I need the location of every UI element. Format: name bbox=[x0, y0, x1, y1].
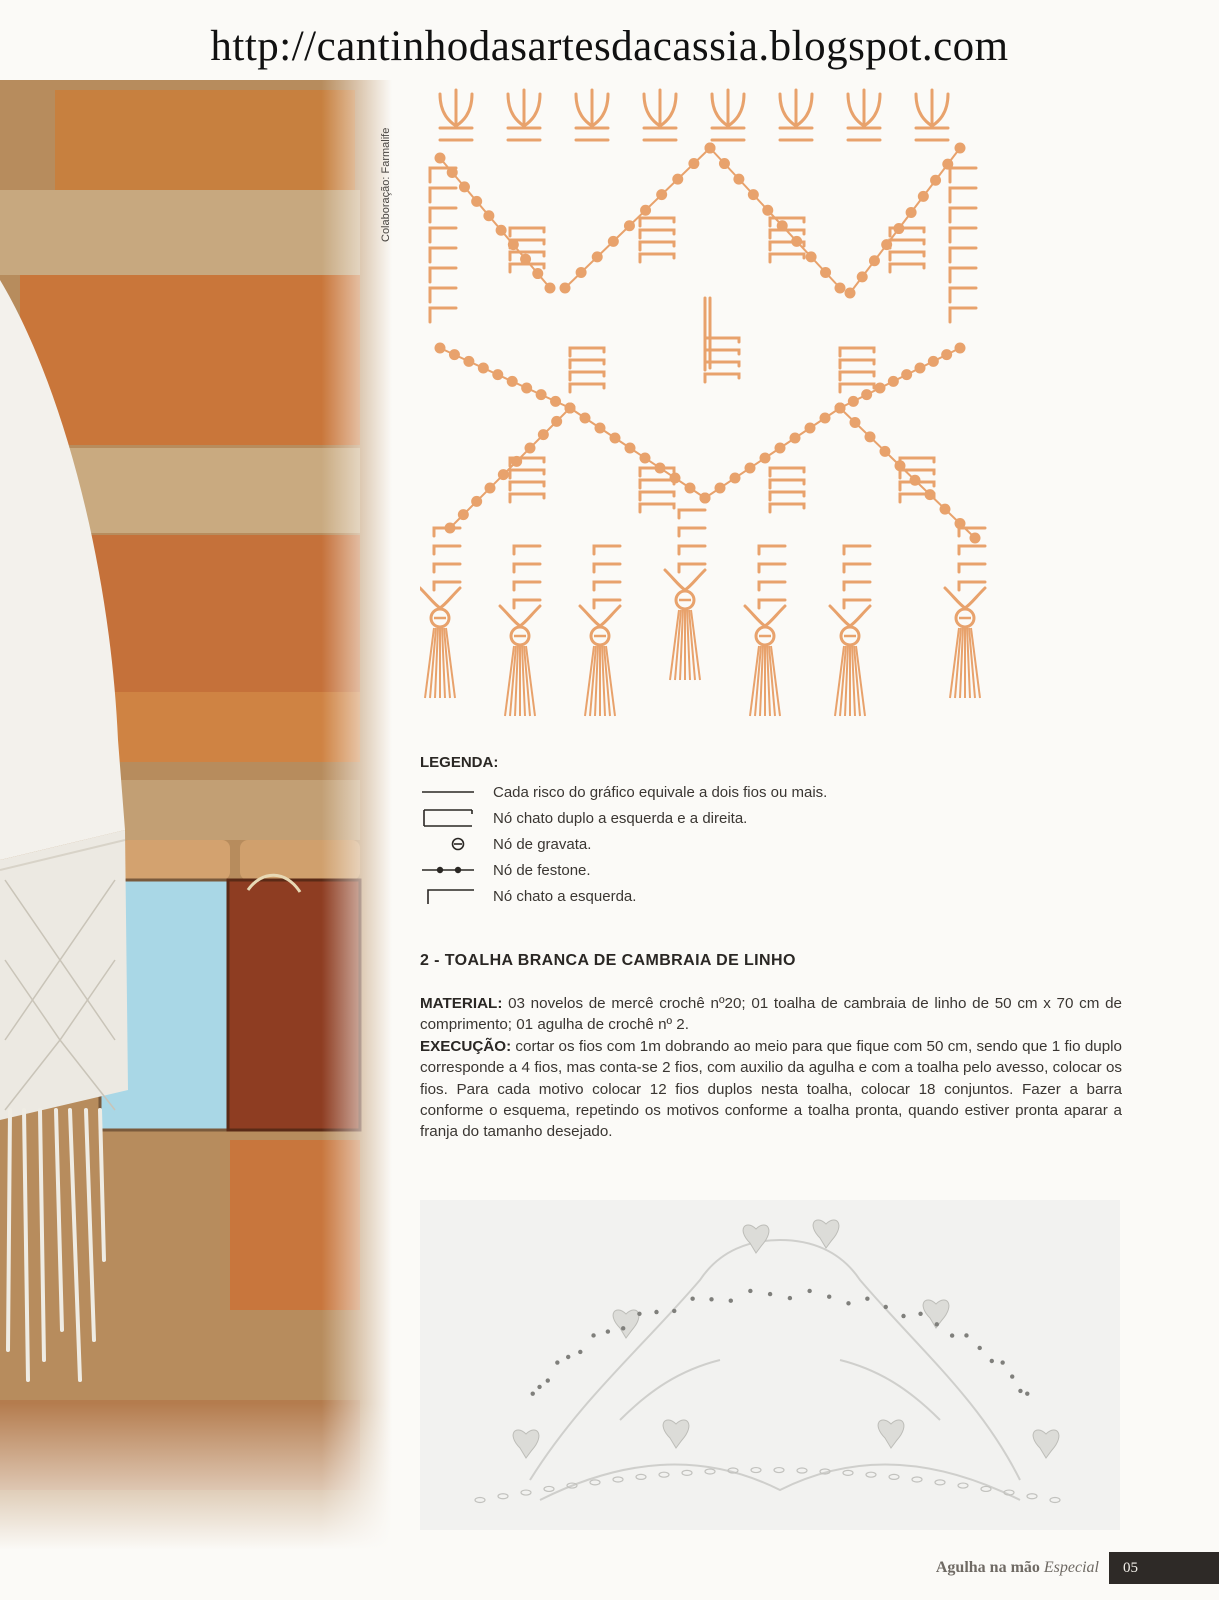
festoon-knot bbox=[459, 181, 470, 192]
eyelet-dot bbox=[578, 1350, 582, 1354]
festoon-knot bbox=[880, 446, 891, 457]
festoon-knot bbox=[625, 443, 636, 454]
double-knot bbox=[770, 254, 804, 262]
left-knot bbox=[759, 600, 785, 608]
festoon-knot bbox=[888, 376, 899, 387]
left-knot bbox=[950, 288, 976, 302]
left-knot bbox=[950, 308, 976, 322]
double-knot bbox=[576, 128, 608, 140]
eyelet-dot bbox=[672, 1309, 676, 1313]
double-knot bbox=[510, 494, 544, 502]
eyelet-dot bbox=[807, 1289, 811, 1293]
double-knot bbox=[570, 348, 604, 356]
double-knot bbox=[440, 128, 472, 140]
page-number: 05 bbox=[1109, 1552, 1219, 1584]
left-knot bbox=[594, 564, 620, 572]
left-knot bbox=[430, 228, 456, 242]
magazine-name-main: Agulha na mão bbox=[935, 1559, 1044, 1576]
legend-item bbox=[420, 883, 1120, 909]
double-knot bbox=[890, 252, 924, 260]
eyelet-dot bbox=[865, 1297, 869, 1301]
festoon-knot bbox=[942, 159, 953, 170]
festoon-knot bbox=[545, 283, 556, 294]
festoon-knot bbox=[595, 423, 606, 434]
double-knot bbox=[890, 240, 924, 248]
left-knot bbox=[759, 564, 785, 572]
double-knot bbox=[570, 372, 604, 380]
left-knot bbox=[844, 582, 870, 590]
legend-text: Nó chato a esquerda. bbox=[493, 887, 637, 905]
left-knot bbox=[430, 268, 456, 282]
left-knot bbox=[430, 188, 456, 202]
festoon-knot bbox=[848, 396, 859, 407]
section-title: 2 - TOALHA BRANCA DE CAMBRAIA DE LINHO bbox=[420, 952, 796, 969]
left-knot bbox=[430, 308, 456, 322]
festoon-line bbox=[570, 408, 705, 498]
festoon-line bbox=[840, 408, 975, 538]
festoon-knot bbox=[685, 483, 696, 494]
embroidered-linen-photo bbox=[420, 1200, 1120, 1530]
left-knot bbox=[959, 546, 985, 554]
eyelet-dot bbox=[964, 1333, 968, 1337]
legend-item bbox=[420, 779, 1120, 805]
cord-loop bbox=[420, 588, 460, 608]
execution-text: cortar os fios com 1m dobrando ao meio para que fique com 50 cm, sendo que 1 fio duplo corresponde a 4 fios, mas conta-se 2 fios, com auxilio da agulha e com a toalha pelo avesso, colocar os fios. Para cada motivo colocar 12 fios duplos nesta toalha, colocar 18 conjuntos. Fazer a barra conforme o esquema, repetindo os motivos conforme a toalha pronta, quando estiver pronta aparar a franja do tamanho desejado. bbox=[420, 1037, 1122, 1141]
left-knot bbox=[844, 600, 870, 608]
magazine-name-italic: Especial bbox=[1043, 1559, 1099, 1576]
tie-knot-symbol-icon bbox=[420, 834, 476, 854]
eyelet-dot bbox=[654, 1310, 658, 1314]
double-knot bbox=[510, 482, 544, 490]
eyelet-dot bbox=[1025, 1391, 1029, 1395]
legend-text: Nó chato duplo a esquerda e a direita. bbox=[493, 809, 748, 827]
left-knot bbox=[434, 582, 460, 590]
double-knot bbox=[840, 348, 874, 356]
material-label: MATERIAL: bbox=[420, 995, 503, 1012]
festoon-knot bbox=[806, 251, 817, 262]
festoon-knot bbox=[790, 433, 801, 444]
legend bbox=[420, 754, 1120, 909]
eyelet-dot bbox=[1018, 1389, 1022, 1393]
left-knot bbox=[759, 582, 785, 590]
festoon-line bbox=[850, 148, 960, 293]
festoon-knot bbox=[700, 493, 711, 504]
festoon-knot bbox=[435, 343, 446, 354]
festoon-knot bbox=[463, 356, 474, 367]
festoon-knot bbox=[496, 225, 507, 236]
festoon-knot-symbol-icon bbox=[420, 860, 476, 880]
festoon-knot bbox=[485, 483, 496, 494]
double-knot bbox=[640, 230, 674, 238]
festoon-knot bbox=[730, 473, 741, 484]
double-knot bbox=[916, 128, 948, 140]
left-knot bbox=[950, 248, 976, 262]
eyelet-dot bbox=[978, 1346, 982, 1350]
festoon-knot bbox=[447, 167, 458, 178]
blog-url: http://cantinhodasartesdacassia.blogspot.com bbox=[210, 23, 1009, 70]
left-knot bbox=[594, 546, 620, 554]
festoon-line bbox=[440, 348, 570, 408]
festoon-knot bbox=[906, 207, 917, 218]
left-knot bbox=[759, 546, 785, 554]
festoon-knot bbox=[688, 158, 699, 169]
left-knot bbox=[514, 600, 540, 608]
eyelet-dot bbox=[591, 1333, 595, 1337]
eyelet-dot bbox=[935, 1322, 939, 1326]
left-knot bbox=[679, 546, 705, 554]
cord-loop bbox=[945, 588, 985, 608]
festoon-knot bbox=[525, 443, 536, 454]
cord-loop bbox=[580, 606, 620, 626]
festoon-knot bbox=[941, 349, 952, 360]
festoon-knot bbox=[875, 383, 886, 394]
festoon-knot bbox=[820, 413, 831, 424]
magazine-name bbox=[936, 1559, 1099, 1577]
festoon-knot bbox=[640, 453, 651, 464]
left-knot bbox=[430, 248, 456, 262]
festoon-knot bbox=[940, 504, 951, 515]
festoon-knot bbox=[715, 483, 726, 494]
festoon-knot bbox=[745, 463, 756, 474]
left-knot bbox=[950, 168, 976, 182]
eyelet-dot bbox=[901, 1314, 905, 1318]
double-knot bbox=[644, 128, 676, 140]
festoon-knot bbox=[857, 271, 868, 282]
double-knot bbox=[570, 360, 604, 368]
double-knot bbox=[640, 480, 674, 488]
festoon-knot bbox=[608, 236, 619, 247]
left-knot bbox=[434, 546, 460, 554]
eyelet-dot bbox=[950, 1333, 954, 1337]
eyelet-dot bbox=[621, 1326, 625, 1330]
legend-item bbox=[420, 831, 1120, 857]
left-knot bbox=[679, 510, 705, 518]
festoon-knot bbox=[861, 389, 872, 400]
festoon-knot bbox=[449, 349, 460, 360]
festoon-knot bbox=[869, 255, 880, 266]
left-knot bbox=[950, 208, 976, 222]
festoon-knot bbox=[565, 403, 576, 414]
double-knot bbox=[570, 384, 604, 392]
left-knot bbox=[434, 564, 460, 572]
double-knot bbox=[770, 468, 804, 476]
legend-text: Nó de festone. bbox=[493, 861, 591, 879]
double-knot bbox=[770, 480, 804, 488]
cord-loop bbox=[500, 606, 540, 626]
eyelet-dot bbox=[846, 1301, 850, 1305]
instructions bbox=[420, 993, 1122, 1143]
eyelet-dot bbox=[918, 1312, 922, 1316]
festoon-knot bbox=[955, 143, 966, 154]
legend-text: Nó de gravata. bbox=[493, 835, 592, 853]
left-knot bbox=[950, 268, 976, 282]
macrame-pattern-diagram bbox=[420, 88, 1000, 728]
festoon-knot bbox=[492, 369, 503, 380]
festoon-knot bbox=[576, 267, 587, 278]
double-knot bbox=[840, 372, 874, 380]
execution-label: EXECUÇÃO: bbox=[420, 1037, 512, 1055]
cord-loop bbox=[745, 606, 785, 626]
festoon-knot bbox=[498, 469, 509, 480]
festoon-knot bbox=[835, 403, 846, 414]
festoon-knot bbox=[775, 443, 786, 454]
towel-photo bbox=[0, 80, 392, 1550]
festoon-knot bbox=[656, 189, 667, 200]
festoon-knot bbox=[672, 174, 683, 185]
festoon-knot bbox=[918, 191, 929, 202]
left-knot bbox=[430, 288, 456, 302]
eyelet-dot bbox=[1010, 1374, 1014, 1378]
eyelet-dot bbox=[709, 1297, 713, 1301]
festoon-knot bbox=[610, 433, 621, 444]
festoon-knot bbox=[532, 268, 543, 279]
left-knot bbox=[844, 564, 870, 572]
festoon-knot bbox=[928, 356, 939, 367]
eyelet-dot bbox=[537, 1385, 541, 1389]
left-knot bbox=[950, 188, 976, 202]
double-knot-symbol-icon bbox=[420, 808, 476, 828]
festoon-knot bbox=[760, 453, 771, 464]
eyelet-dot bbox=[546, 1378, 550, 1382]
double-knot bbox=[640, 242, 674, 250]
linen-background bbox=[420, 1200, 1120, 1530]
left-knot bbox=[514, 564, 540, 572]
festoon-knot bbox=[536, 389, 547, 400]
double-knot bbox=[900, 482, 934, 490]
line-symbol-icon bbox=[420, 782, 476, 802]
double-knot bbox=[640, 218, 674, 226]
festoon-knot bbox=[538, 429, 549, 440]
material-text: 03 novelos de mercê crochê nº20; 01 toalha de cambraia de linho de 50 cm x 70 cm de comprimento; 01 agulha de crochê nº 2. bbox=[420, 995, 1122, 1034]
festoon-knot bbox=[719, 158, 730, 169]
left-knot bbox=[844, 546, 870, 554]
legend-item bbox=[420, 857, 1120, 883]
legend-item bbox=[420, 805, 1120, 831]
double-knot bbox=[508, 128, 540, 140]
festoon-knot bbox=[910, 475, 921, 486]
left-knot bbox=[594, 600, 620, 608]
left-knot-symbol-icon bbox=[420, 886, 476, 906]
eyelet-dot bbox=[1000, 1360, 1004, 1364]
legend-heading: LEGENDA: bbox=[420, 754, 499, 771]
festoon-knot bbox=[748, 189, 759, 200]
festoon-knot bbox=[560, 283, 571, 294]
eyelet-dot bbox=[788, 1296, 792, 1300]
festoon-knot bbox=[435, 153, 446, 164]
festoon-line bbox=[565, 148, 710, 288]
double-knot bbox=[705, 374, 739, 382]
eyelet-dot bbox=[990, 1359, 994, 1363]
double-knot bbox=[640, 254, 674, 262]
festoon-knot bbox=[850, 417, 861, 428]
left-knot bbox=[679, 528, 705, 536]
eyelet-dot bbox=[690, 1297, 694, 1301]
festoon-knot bbox=[820, 267, 831, 278]
double-knot bbox=[640, 492, 674, 500]
festoon-knot bbox=[762, 205, 773, 216]
left-knot bbox=[959, 564, 985, 572]
festoon-knot bbox=[507, 376, 518, 387]
festoon-line bbox=[705, 408, 840, 498]
festoon-knot bbox=[580, 413, 591, 424]
double-knot bbox=[780, 128, 812, 140]
double-knot bbox=[840, 360, 874, 368]
festoon-knot bbox=[955, 343, 966, 354]
festoon-knot bbox=[733, 174, 744, 185]
eyelet-dot bbox=[768, 1292, 772, 1296]
festoon-knot bbox=[901, 369, 912, 380]
eyelet-dot bbox=[729, 1299, 733, 1303]
eyelet-dot bbox=[531, 1391, 535, 1395]
double-knot bbox=[510, 470, 544, 478]
left-knot bbox=[430, 208, 456, 222]
cord-loop bbox=[830, 606, 870, 626]
left-knot bbox=[959, 582, 985, 590]
festoon-knot bbox=[835, 283, 846, 294]
eyelet-dot bbox=[566, 1355, 570, 1359]
double-knot bbox=[770, 504, 804, 512]
double-knot bbox=[640, 504, 674, 512]
eyelet-dot bbox=[555, 1360, 559, 1364]
festoon-knot bbox=[521, 383, 532, 394]
double-knot bbox=[890, 264, 924, 272]
cord-loop bbox=[665, 570, 705, 590]
festoon-knot bbox=[471, 196, 482, 207]
eyelet-dot bbox=[748, 1289, 752, 1293]
left-knot bbox=[514, 582, 540, 590]
festoon-knot bbox=[915, 363, 926, 374]
eyelet-dot bbox=[827, 1295, 831, 1299]
double-knot bbox=[712, 128, 744, 140]
double-knot bbox=[770, 492, 804, 500]
left-knot bbox=[950, 228, 976, 242]
legend-text: Cada risco do gráfico equivale a dois fios ou mais. bbox=[493, 783, 828, 801]
festoon-knot bbox=[550, 396, 561, 407]
festoon-knot bbox=[865, 431, 876, 442]
eyelet-dot bbox=[637, 1312, 641, 1316]
festoon-knot bbox=[805, 423, 816, 434]
festoon-knot bbox=[624, 220, 635, 231]
festoon-knot bbox=[845, 288, 856, 299]
festoon-line bbox=[450, 408, 570, 528]
festoon-knot bbox=[970, 533, 981, 544]
page-footer bbox=[936, 1552, 1219, 1584]
double-knot bbox=[510, 228, 544, 236]
festoon-knot bbox=[705, 143, 716, 154]
eyelet-dot bbox=[606, 1329, 610, 1333]
festoon-knot bbox=[592, 251, 603, 262]
festoon-knot bbox=[930, 175, 941, 186]
festoon-knot bbox=[471, 496, 482, 507]
left-knot bbox=[594, 582, 620, 590]
photo-credit: Colaboração: Farmalife bbox=[380, 127, 392, 242]
festoon-knot bbox=[640, 205, 651, 216]
left-knot bbox=[679, 564, 705, 572]
eyelet-dot bbox=[884, 1305, 888, 1309]
festoon-knot bbox=[483, 210, 494, 221]
left-knot bbox=[514, 546, 540, 554]
festoon-knot bbox=[551, 416, 562, 427]
double-knot bbox=[848, 128, 880, 140]
festoon-knot bbox=[458, 509, 469, 520]
festoon-knot bbox=[478, 363, 489, 374]
